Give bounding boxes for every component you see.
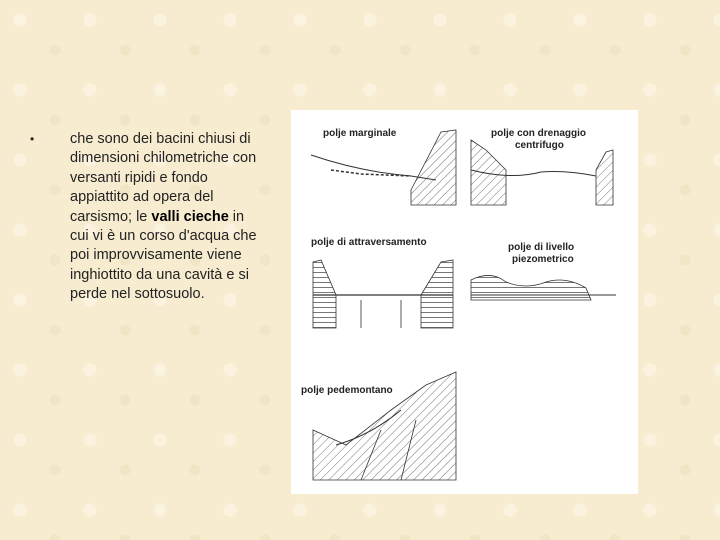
bullet-paragraph [70, 130, 260, 305]
label-piezometrico-2: piezometrico [512, 254, 574, 265]
marginale-rock [411, 130, 456, 205]
piezometrico-rock [471, 275, 591, 300]
centrifugo-rock-left [471, 140, 506, 205]
marginale-surface [311, 155, 436, 180]
highlight-valli-cieche: valli cieche [151, 208, 229, 225]
polje-diagram-svg [291, 110, 638, 494]
attraversamento-rock-right [421, 260, 453, 328]
label-centrifugo-2: centrifugo [515, 140, 564, 151]
label-marginale: polje marginale [323, 128, 397, 139]
label-attraversamento: polje di attraversamento [311, 237, 427, 248]
bullet-text [28, 130, 260, 305]
attraversamento-rock-left [313, 260, 336, 328]
label-piezometrico-1: polje di livello [508, 242, 575, 253]
label-centrifugo-1: polje con drenaggio [491, 128, 587, 139]
text-before: che sono dei bacini chiusi di dimensioni chilometriche con versanti ripidi e fondo appiattito ad opera del carsismo; le [70, 131, 257, 225]
polje-diagram [291, 110, 638, 494]
panel-pedemontano [301, 372, 456, 480]
label-pedemontano: polje pedemontano [301, 385, 393, 396]
bullet-marker: • [30, 132, 35, 146]
panel-attraversamento [311, 237, 453, 328]
centrifugo-rock-right [596, 150, 613, 205]
attraversamento-sides [361, 300, 401, 328]
panel-marginale [311, 128, 456, 205]
panel-piezometrico [471, 242, 616, 300]
panel-centrifugo [471, 128, 613, 205]
text-after: in cui vi è un corso d'acqua che poi improvvisamente viene inghiottito da una cavità e si perde nel sottosuolo. [70, 208, 257, 303]
